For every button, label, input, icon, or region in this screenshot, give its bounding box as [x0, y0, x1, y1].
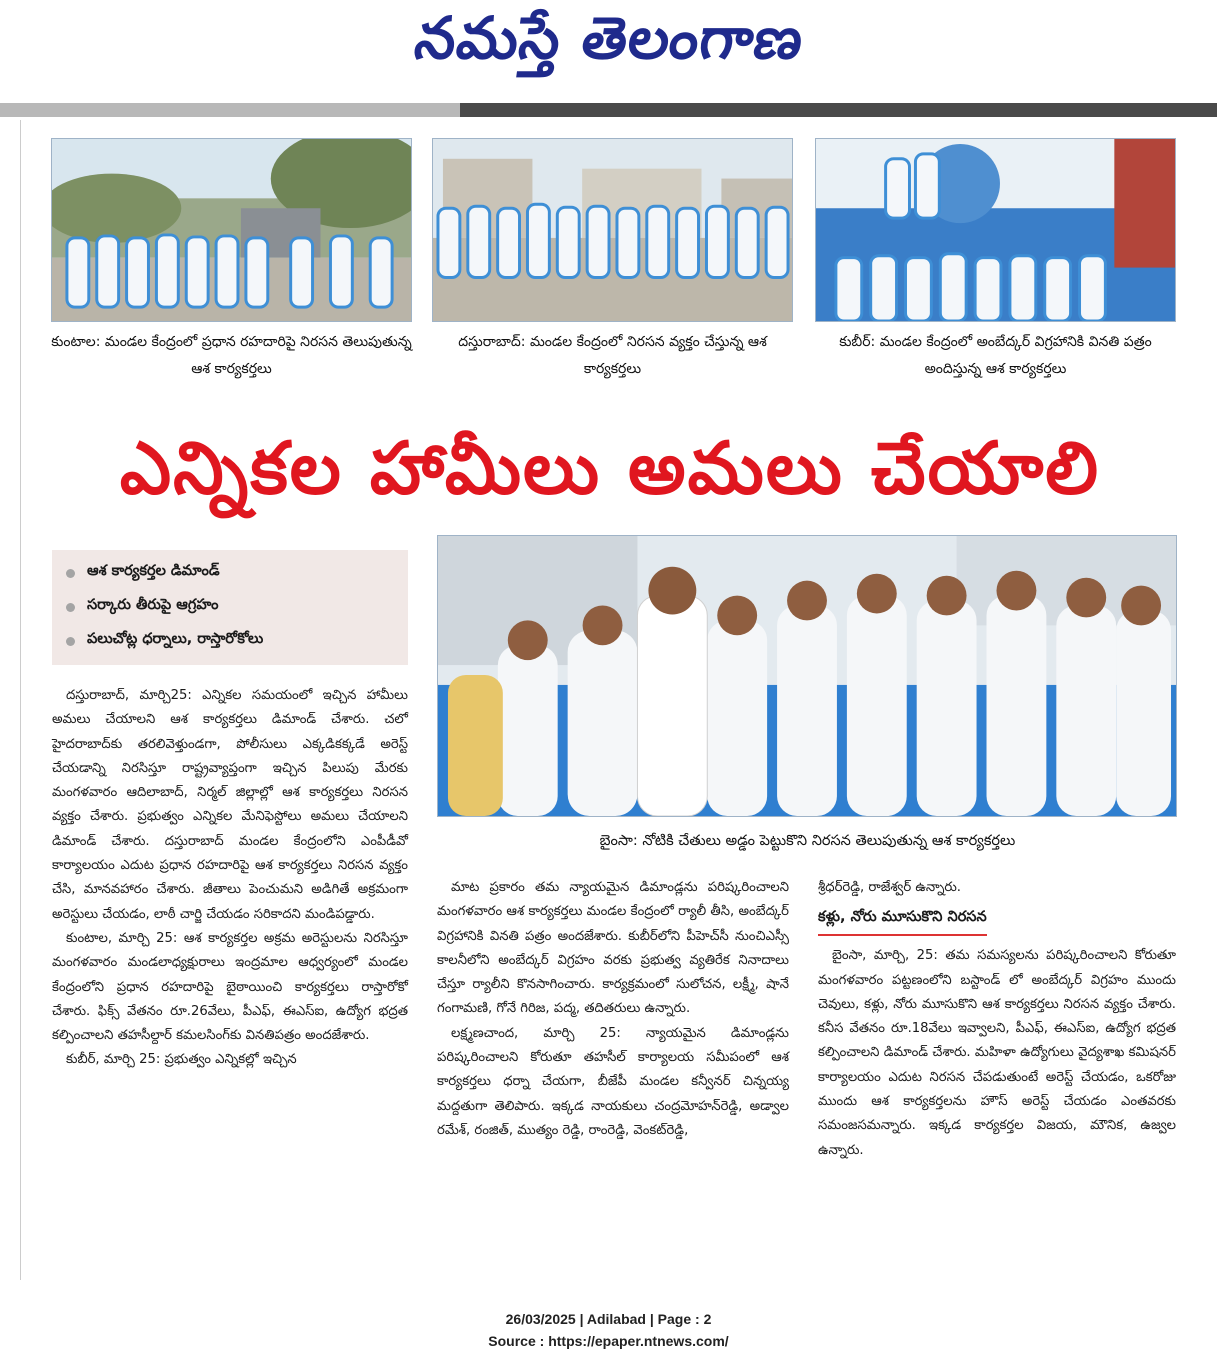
headline: ఎన్నికల హామీలు అమలు చేయాలి: [119, 426, 1101, 510]
article-paragraph: కుబీర్, మార్చి 25: ప్రభుత్వం ఎన్నికల్లో ఇచ్చిన: [66, 1052, 297, 1068]
article-column-2: [437, 876, 789, 1143]
article-column-3: [818, 876, 1176, 1163]
photo-kuntala-protest: [51, 138, 412, 322]
photo-dasturabad-protest: [432, 138, 793, 322]
masthead-rule-light: [0, 103, 460, 117]
footer-source: Source : https://epaper.ntnews.com/: [488, 1333, 729, 1349]
photo-kuntala-image: [52, 139, 411, 321]
article-paragraph: కుంటాల, మార్చి 25: ఆశ కార్యకర్తల అక్రమ అరెస్టులను నిరసిస్తూ మంగళవారం మండలాధ్యక్షురాలు ఇంద్రమాల ఆధ్వర్యంలో మండల కేంద్రంలోని ప్రధాన రహదారిపై బైఠాయించి కార్యకర్తలు రాస్తారోకో చేశారు. ఫిక్స్ వేతనం రూ.26వేలు, పీఎఫ్, ఈఎస్ఐ, ఉద్యోగ భద్రత కల్పించాలని తహసీల్దార్ కమలసింగ్‌కు వినతిపత్రం అందజేశారు.: [52, 930, 408, 1044]
highlights-box: [52, 550, 408, 665]
article-paragraph: లక్ష్మణచాంద, మార్చి 25: న్యాయమైన డిమాండ్లను పరిష్కరించాలని కోరుతూ తహసీల్ కార్యాలయ సమీపంలో ఆశ కార్యకర్తలు ధర్నా చేయగా, బీజేపీ మండల కన్వీనర్ చిన్నయ్య మద్దతుగా తెలిపారు. ఇక్కడ నాయకులు చంద్రమోహన్‌రెడ్డి, అడ్వాల రమేశ్, రంజిత్, ముత్యం రెడ్డి, రాంరెడ్డి, వెంకట్‌రెడ్డి,: [437, 1025, 789, 1138]
highlight-item: [66, 590, 394, 624]
highlight-text: సర్కారు తీరుపై ఆగ్రహం: [87, 597, 219, 613]
bullet-dot-icon: [66, 637, 75, 646]
article-paragraph: దస్తురాబాద్, మార్చి25: ఎన్నికల సమయంలో ఇచ్చిన హామీలు అమలు చేయాలని ఆశ కార్యకర్తలు డిమాండ్ చేశారు. చలో హైదరాబాద్‌కు తరలివెళ్తుండగా, పోలీసులు ఎక్కడికక్కడే అరెస్ట్ చేయడాన్ని నిరసిస్తూ రాష్ట్రవ్యాప్తంగా ఇచ్చిన పిలుపు మేరకు మంగళవారం ఆదిలాబాద్, నిర్మల్ జిల్లాల్లో ఆశ కార్యకర్తలు నిరసన వ్యక్తం చేశారు. ప్రభుత్వం ఎన్నికల మేనిఫెస్టోలు అమలు చేయాలని డిమాండ్ చేశారు. దస్తురాబాద్ మండల కేంద్రంలోని ఎంపీడీవో కార్యాలయం ఎదుట ప్రధాన రహదారిపై ఆశ కార్యకర్తలు నిరసన వ్యక్తం చేసి, మానవహారం చేశారు. జీతాలు పెంచుమని అడిగితే అక్రమంగా అరెస్టులు చేయడం, లాఠీ చార్జి చేయడం సరికాదని మండిపడ్డారు.: [52, 688, 408, 922]
photo-kubeer-protest: [815, 138, 1176, 322]
highlight-text: ఆశ కార్యకర్తల డిమాండ్: [87, 563, 220, 579]
masthead: [0, 0, 1217, 100]
caption-dasturabad: దస్తురాబాద్: మండల కేంద్రంలో నిరసన వ్యక్తం చేస్తున్న ఆశ కార్యకర్తలు: [458, 334, 767, 377]
caption-kuntala: కుంటాల: మండల కేంద్రంలో ప్రధాన రహదారిపై నిరసన తెలుపుతున్న ఆశ కార్యకర్తలు: [51, 334, 412, 377]
article-paragraph: శ్రీధర్‌రెడ్డి, రాజేశ్వర్ ఉన్నారు.: [818, 880, 961, 895]
photo-dasturabad-image: [433, 139, 792, 321]
bullet-dot-icon: [66, 603, 75, 612]
article-subheading: కళ్లు, నోరు మూసుకొని నిరసన: [818, 902, 987, 936]
page-bottom-strip: [0, 1280, 1217, 1294]
highlight-item: [66, 624, 394, 658]
newspaper-logo: నమస్తే తెలంగాణ: [410, 4, 809, 72]
caption-bhainsa: బైంసా: నోటికి చేతులు అడ్డం పెట్టుకొని నిరసన తెలుపుతున్న ఆశ కార్యకర్తలు: [599, 833, 1016, 849]
caption-kubeer: కుబీర్: మండల కేంద్రంలో అంబేద్కర్ విగ్రహానికి వినతి పత్రం అందిస్తున్న ఆశ కార్యకర్తలు: [839, 334, 1152, 377]
highlight-text: పలుచోట్ల ధర్నాలు, రాస్తారోకోలు: [87, 631, 264, 647]
photo-bhainsa-image: [438, 536, 1176, 816]
photo-kubeer-image: [816, 139, 1175, 321]
bullet-dot-icon: [66, 569, 75, 578]
article-paragraph: బైంసా, మార్చి, 25: తమ సమస్యలను పరిష్కరించాలని కోరుతూ మంగళవారం పట్టణంలోని బస్టాండ్ లో అంబేద్కర్ విగ్రహం ముందు చెవులు, కళ్లు, నోరు మూసుకొని ఆశ కార్యకర్తలు నిరసన వ్యక్తం చేశారు. కనీస వేతనం రూ.18వేలు ఇవ్వాలని, పీఎఫ్, ఈఎస్ఐ, ఉద్యోగ భద్రత కల్పించాలని డిమాండ్ చేశారు. మహిళా ఉద్యోగులు వైద్యశాఖ కమిషనర్ కార్యాలయం ఎదుట నిరసన చేపడుతుంటే అరెస్ట్ చేయడం, ఒకరోజు ముందు ఆశ కార్యకర్తలను హౌస్ అరెస్ట్ చేయడం ఎంతవరకు సమంజసమన్నారు. ఇక్కడ కార్యకర్తల విజయ, మౌనిక, ఉజ్వల ఉన్నారు.: [818, 948, 1176, 1158]
article-column-1: [52, 684, 408, 1073]
highlight-item: [66, 556, 394, 590]
photo-bhainsa-protest: [437, 535, 1177, 817]
article-paragraph: మాట ప్రకారం తమ న్యాయమైన డిమాండ్లను పరిష్కరించాలని మంగళవారం ఆశ కార్యకర్తలు మండల కేంద్రంలో ర్యాలీ తీసి, అంబేద్కర్ విగ్రహానికి వినతి పత్రం అందజేశారు. కుబీర్‌లోని పీహెచ్‌సీ నుంచిఎస్సీ కాలనీలోని అంబేద్కర్ విగ్రహం వరకు ప్రభుత్వ వ్యతిరేక నినాదాలు చేస్తూ ర్యాలీని కొనసాగించారు. కార్యక్రమంలో సులోచన, లక్ష్మీ, షానే గంగామణి, గోనే గిరిజ, పద్మ, తదితరులు ఉన్నారు.: [437, 880, 789, 1017]
footer-date-edition: 26/03/2025 | Adilabad | Page : 2: [505, 1311, 712, 1327]
masthead-rule-dark: [460, 103, 1217, 117]
